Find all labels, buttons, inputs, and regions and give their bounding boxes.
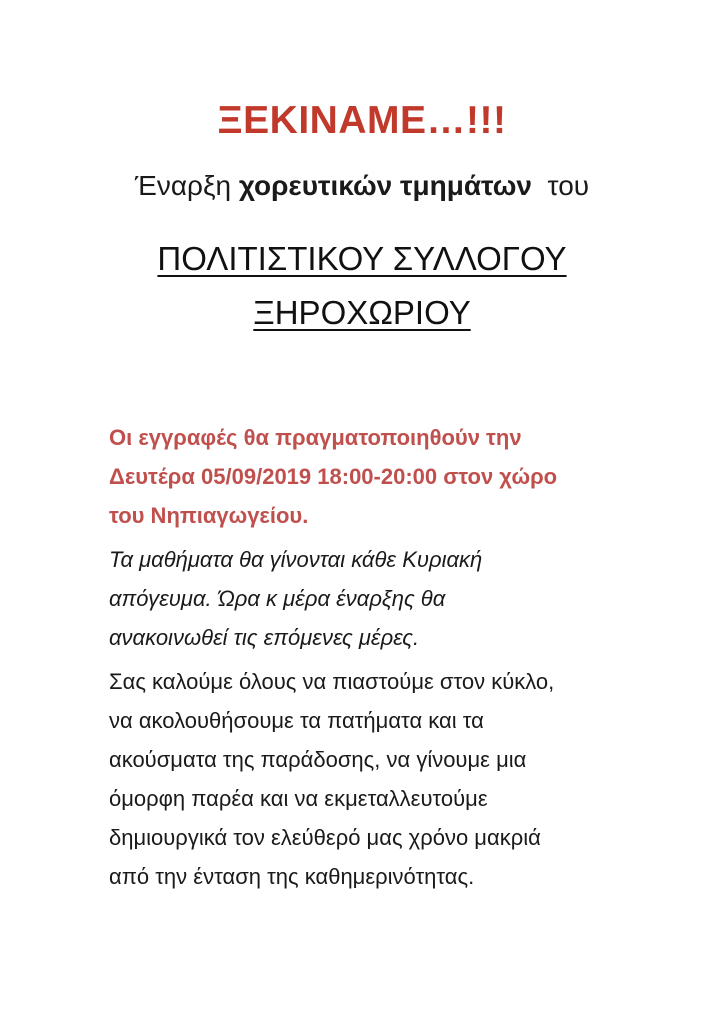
organization-name (0, 232, 724, 340)
flyer-subtitle (0, 168, 724, 204)
organization-line-1: ΠΟΛΙΤΙΣΤΙΚΟΥ ΣΥΛΛΟΓΟΥ (157, 240, 567, 277)
subtitle-prefix: Έναρξη (134, 170, 239, 201)
lessons-line: απόγευμα. Ώρα κ μέρα έναρξης θα (109, 586, 446, 611)
invitation-line: ακούσματα της παράδοσης, να γίνουμε μια (109, 747, 527, 772)
flyer-title: ΞΕΚΙΝΑΜΕ…!!! (217, 99, 507, 142)
registration-line: του Νηπιαγωγείου. (109, 503, 309, 528)
lessons-line: ανακοινωθεί τις επόμενες μέρες. (109, 625, 420, 650)
lessons-line: Τα μαθήματα θα γίνονται κάθε Κυριακή (109, 547, 483, 572)
subtitle-suffix: του (531, 170, 590, 201)
invitation-line: Σας καλούμε όλους να πιαστούμε στον κύκλο, (109, 669, 555, 694)
invitation-line: από την ένταση της καθημερινότητας. (109, 864, 475, 889)
invitation-line: να ακολουθήσουμε τα πατήματα και τα (109, 708, 484, 733)
invitation-paragraph (109, 662, 669, 896)
lessons-paragraph (109, 540, 669, 657)
organization-line-2: ΞΗΡΟΧΩΡΙΟΥ (253, 294, 471, 331)
registration-paragraph (109, 418, 669, 535)
subtitle-bold: χορευτικών τμημάτων (238, 170, 532, 201)
registration-line: Οι εγγραφές θα πραγματοποιηθούν την (109, 425, 522, 450)
registration-line: Δευτέρα 05/09/2019 18:00-20:00 στον χώρο (109, 464, 558, 489)
invitation-line: όμορφη παρέα και να εκμεταλλευτούμε (109, 786, 488, 811)
invitation-line: δημιουργικά τον ελεύθερό μας χρόνο μακριά (109, 825, 541, 850)
